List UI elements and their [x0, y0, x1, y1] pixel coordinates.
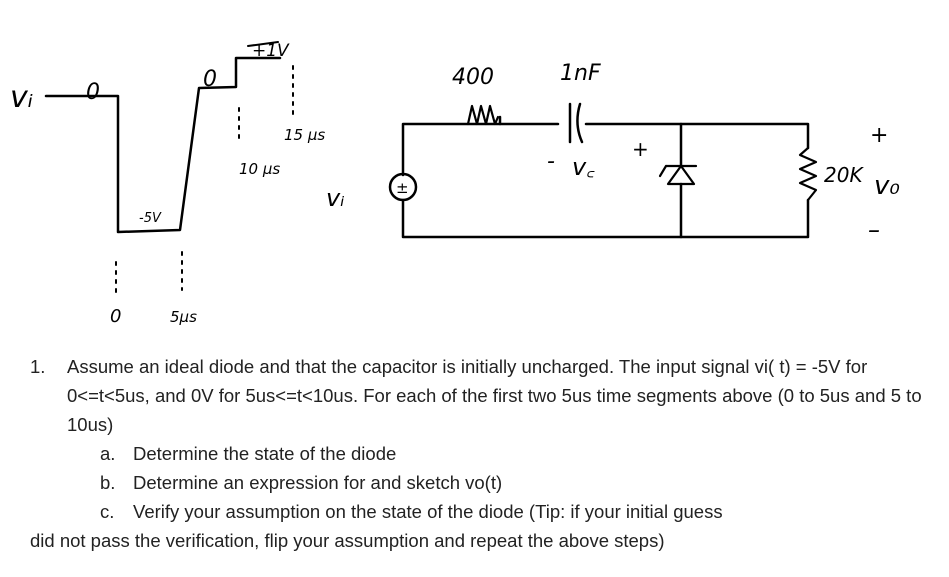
output-minus: – [868, 216, 880, 244]
output-label: v₀ [874, 171, 900, 201]
source-polarity: ± [396, 179, 409, 197]
problem-main [30, 352, 935, 439]
subquestion-a-text: Determine the state of the diode [133, 443, 397, 464]
subquestion-c-label: c. [100, 501, 115, 522]
subquestion-b [30, 468, 935, 497]
subquestion-c-continuation: did not pass the verification, flip your assumption and repeat the above steps) [30, 530, 665, 551]
subquestion-b-label: b. [100, 472, 116, 493]
cap-voltage-label: v꜀ [572, 153, 595, 181]
zero-level-right: 0 [203, 67, 217, 92]
input-waveform [10, 41, 325, 327]
diode [660, 166, 696, 184]
wire-top-left [403, 124, 558, 175]
clamp-circuit [326, 61, 900, 244]
time-10us-label: 10 μs [239, 160, 281, 178]
subquestion-a [30, 439, 935, 468]
subquestion-c-text: Verify your assumption on the state of the diode (Tip: if your initial guess [133, 501, 723, 522]
resistor-label: 400 [452, 65, 494, 90]
time-0-label: 0 [110, 306, 122, 327]
low-level-label: -5V [139, 211, 161, 226]
output-plus: + [870, 123, 889, 148]
wire-top-right [586, 124, 808, 148]
vi-label: vᵢ [10, 80, 34, 115]
waveform-trace [46, 58, 280, 232]
source-label: vᵢ [326, 184, 345, 212]
load-resistor [800, 148, 816, 200]
subquestion-a-label: a. [100, 443, 116, 464]
high-level-label: +1V [252, 41, 289, 61]
time-15us-label: 15 μs [284, 126, 326, 144]
wire-bottom [403, 200, 808, 237]
zero-level-left: 0 [86, 80, 100, 105]
capacitor [570, 104, 582, 142]
problem-main-text: Assume an ideal diode and that the capacitor is initially uncharged. The input signal vi( t) = -5V for 0<=t<5us, and 0V for 5us<=t<10us. For each of the first two 5us time segments above (0 to 5us and 5 to 10us) [67, 356, 922, 435]
cap-minus: - [547, 149, 555, 174]
subquestion-b-text: Determine an expression for and sketch vo(t) [133, 472, 503, 493]
cap-plus: + [632, 137, 649, 161]
capacitor-label: 1nF [560, 61, 601, 86]
problem-statement [30, 352, 935, 555]
subquestion-c [30, 497, 935, 526]
resistor [468, 106, 498, 124]
problem-number: 1. [30, 356, 46, 377]
load-label: 20K [824, 163, 863, 187]
time-5us-label: 5μs [170, 308, 197, 326]
